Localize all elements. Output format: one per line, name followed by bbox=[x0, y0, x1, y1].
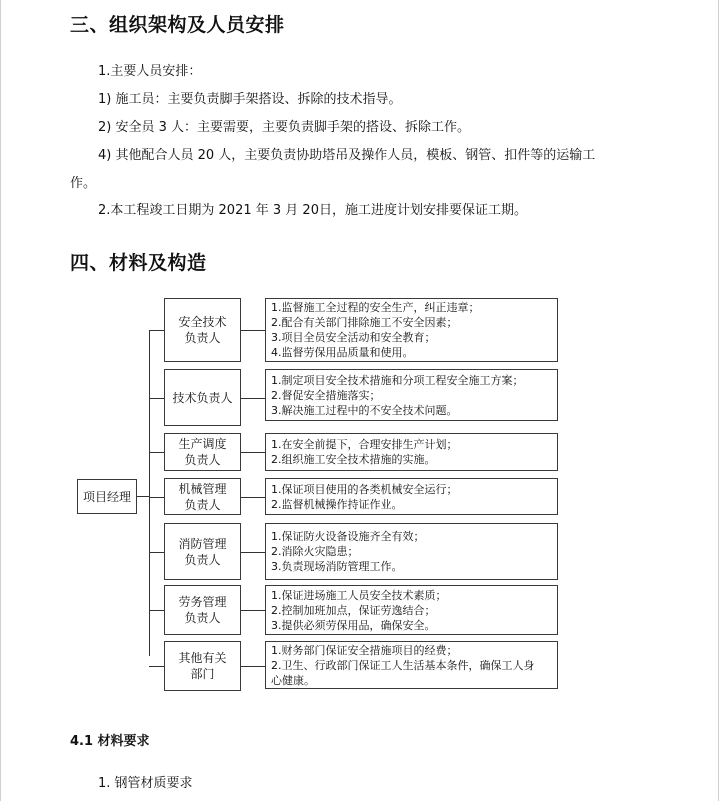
role-connector bbox=[149, 497, 164, 498]
role-name-line1: 劳务管理 bbox=[178, 595, 227, 609]
role-name-line2: 负责人 bbox=[184, 552, 221, 567]
page-left-edge bbox=[0, 0, 1, 801]
duty-item: 1.在安全前提下，合理安排生产计划； bbox=[271, 438, 458, 451]
org-duties-box bbox=[265, 369, 558, 421]
paragraph-staff-intro: 1.主要人员安排： bbox=[98, 64, 202, 79]
duty-item: 1.保证进场施工人员安全技术素质； bbox=[271, 588, 447, 602]
duty-item: 2.消除火灾隐患； bbox=[271, 545, 359, 558]
role-name-line1: 技术负责人 bbox=[172, 390, 233, 405]
duty-connector bbox=[241, 398, 265, 399]
duty-connector bbox=[241, 666, 265, 667]
duty-item: 2.监督机械操作持证作业。 bbox=[271, 497, 403, 511]
duty-connector bbox=[241, 552, 265, 553]
role-name-line1: 消防管理 bbox=[178, 536, 227, 551]
role-name-line2: 负责人 bbox=[184, 453, 221, 467]
duty-item: 心健康。 bbox=[271, 673, 315, 687]
duty-item: 3.解决施工过程中的不安全技术问题。 bbox=[271, 403, 458, 417]
duty-item: 2.组织施工安全技术措施的实施。 bbox=[271, 453, 436, 466]
subsection-4-1-heading: 4.1 材料要求 bbox=[70, 734, 150, 749]
duty-connector bbox=[241, 497, 265, 498]
duty-connector bbox=[241, 452, 265, 453]
org-duties-box bbox=[265, 298, 558, 362]
paragraph-other-staff-cont: 作。 bbox=[70, 176, 97, 191]
duty-item: 4.监督劳保用品质量和使用。 bbox=[271, 346, 414, 359]
role-connector bbox=[149, 330, 164, 331]
role-name-line2: 负责人 bbox=[184, 497, 221, 512]
duty-item: 3.项目全员安全活动和安全教育； bbox=[271, 331, 436, 344]
role-name-line1: 其他有关 bbox=[178, 651, 227, 665]
duty-item: 1.监督施工全过程的安全生产，纠正违章； bbox=[271, 301, 480, 314]
duty-item: 3.提供必须劳保用品，确保安全。 bbox=[271, 618, 436, 632]
duty-item: 1.财务部门保证安全措施项目的经费； bbox=[271, 643, 458, 657]
org-role-box bbox=[164, 478, 241, 515]
role-name-line1: 安全技术 bbox=[178, 315, 227, 329]
duty-item: 2.配合有关部门排除施工不安全因素； bbox=[271, 316, 458, 329]
section-3-heading: 三、组织架构及人员安排 bbox=[70, 14, 285, 36]
role-name-line1: 生产调度 bbox=[178, 437, 227, 451]
role-name-line2: 负责人 bbox=[184, 611, 221, 625]
duty-item: 2.卫生、行政部门保证工人生活基本条件，确保工人身 bbox=[271, 658, 535, 672]
role-connector bbox=[149, 666, 164, 667]
role-name-line1: 机械管理 bbox=[178, 481, 227, 496]
org-root-project-manager: 项目经理 bbox=[77, 479, 137, 514]
org-role-box bbox=[164, 641, 241, 691]
org-duties-box bbox=[265, 433, 558, 471]
paragraph-completion-date: 2.本工程竣工日期为 2021 年 3 月 20日，施工进度计划安排要保证工期。 bbox=[98, 203, 527, 218]
trunk-line bbox=[149, 331, 150, 656]
org-role-box bbox=[164, 298, 241, 362]
org-duties-box bbox=[265, 523, 558, 580]
role-connector bbox=[149, 452, 164, 453]
duty-connector bbox=[241, 330, 265, 331]
duty-item: 1.保证防火设备设施齐全有效； bbox=[271, 530, 425, 543]
org-role-box bbox=[164, 523, 241, 580]
org-role-box bbox=[164, 369, 241, 426]
org-duties-box bbox=[265, 641, 558, 689]
duty-item: 2.督促安全措施落实； bbox=[271, 388, 381, 402]
role-connector bbox=[149, 552, 164, 553]
role-connector bbox=[149, 398, 164, 399]
duty-item: 3.负责现场消防管理工作。 bbox=[271, 560, 403, 573]
paragraph-construction-worker: 1) 施工员：主要负责脚手架搭设、拆除的技术指导。 bbox=[98, 92, 402, 107]
duty-item: 1.制定项目安全技术措施和分项工程安全施工方案； bbox=[271, 373, 524, 387]
root-connector bbox=[137, 496, 149, 497]
section-4-heading: 四、材料及构造 bbox=[70, 252, 207, 274]
duty-item: 1.保证项目使用的各类机械安全运行； bbox=[271, 482, 458, 496]
org-duties-box bbox=[265, 585, 558, 635]
paragraph-safety-officer: 2) 安全员 3 人：主要需要，主要负责脚手架的搭设、拆除工作。 bbox=[98, 120, 471, 135]
org-duties-box bbox=[265, 478, 558, 515]
role-name-line2: 负责人 bbox=[184, 331, 221, 345]
duty-item: 2.控制加班加点，保证劳逸结合； bbox=[271, 603, 436, 617]
paragraph-other-staff: 4) 其他配合人员 20 人，主要负责协助塔吊及操作人员，模板、钢管、扣件等的运输工 bbox=[98, 148, 596, 163]
role-connector bbox=[149, 610, 164, 611]
item-steel-pipe-requirements: 1. 钢管材质要求 bbox=[98, 776, 193, 791]
role-name-line2: 部门 bbox=[190, 667, 215, 681]
org-role-box bbox=[164, 433, 241, 471]
duty-connector bbox=[241, 610, 265, 611]
org-role-box bbox=[164, 585, 241, 635]
